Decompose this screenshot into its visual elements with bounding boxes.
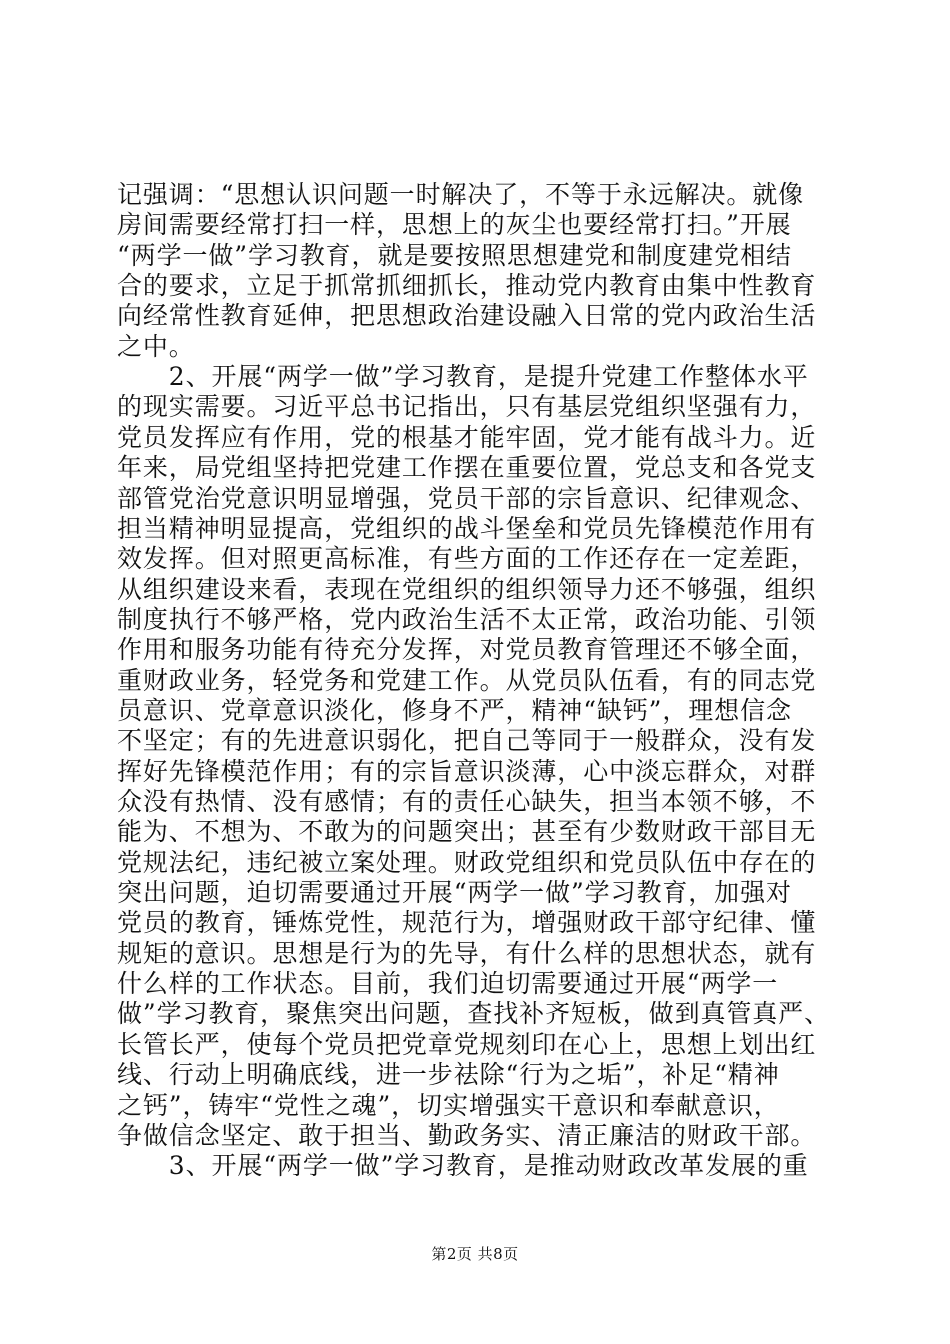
text-line: 合的要求，立足于抓常抓细抓长，推动党内教育由集中性教育 <box>117 271 817 301</box>
text-line: 员意识、党章意识淡化，修身不严，精神“缺钙”，理想信念 <box>117 695 792 725</box>
text-line: 的现实需要。习近平总书记指出，只有基层党组织坚强有力， <box>117 392 817 422</box>
text-line: 什么样的工作状态。目前，我们迫切需要通过开展“两学一 <box>117 969 779 999</box>
text-line: 作用和服务功能有待充分发挥，对党员教育管理还不够全面， <box>117 635 817 665</box>
text-line: 向经常性教育延伸，把思想政治建设融入日常的党内政治生活 <box>117 301 817 331</box>
text-line: 党员发挥应有作用，党的根基才能牢固，党才能有战斗力。近 <box>117 422 817 452</box>
text-line: 线、行动上明确底线，进一步祛除“行为之垢”，补足“精神 <box>117 1060 780 1090</box>
text-line: 2、开展“两学一做”学习教育，是提升党建工作整体水平 <box>117 362 809 392</box>
text-line: 规矩的意识。思想是行为的先导，有什么样的思想状态，就有 <box>117 938 817 968</box>
text-line: 担当精神明显提高，党组织的战斗堡垒和党员先锋模范作用有 <box>117 513 817 543</box>
text-line: 重财政业务，轻党务和党建工作。从党员队伍看，有的同志党 <box>117 665 817 695</box>
text-line: 做”学习教育，聚焦突出问题，查找补齐短板，做到真管真严、 <box>117 999 830 1029</box>
text-line: 之钙”，铸牢“党性之魂”，切实增强实干意识和奉献意识， <box>117 1090 780 1120</box>
text-line: 能为、不想为、不敢为的问题突出；甚至有少数财政干部目无 <box>117 817 817 847</box>
text-line: 制度执行不够严格，党内政治生活不太正常，政治功能、引领 <box>117 604 817 634</box>
page-footer: 第2页 共8页 <box>431 1245 519 1263</box>
text-line: 突出问题，迫切需要通过开展“两学一做”学习教育，加强对 <box>117 878 792 908</box>
text-line: 房间需要经常打扫一样，思想上的灰尘也要经常打扫。”开展 <box>117 210 792 240</box>
text-line: 众没有热情、没有感情；有的责任心缺失，担当本领不够，不 <box>117 787 817 816</box>
text-line: 部管党治党意识明显增强，党员干部的宗旨意识、纪律观念、 <box>117 483 817 513</box>
text-line: 从组织建设来看，表现在党组织的组织领导力还不够强，组织 <box>117 574 817 604</box>
text-line: “两学一做”学习教育，就是要按照思想建党和制度建党相结 <box>117 240 792 270</box>
text-line: 争做信念坚定、敢于担当、勤政务实、清正廉洁的财政干部。 <box>117 1120 817 1150</box>
text-line: 记强调：“思想认识问题一时解决了，不等于永远解决。就像 <box>117 180 805 209</box>
text-line: 挥好先锋模范作用；有的宗旨意识淡薄，心中淡忘群众，对群 <box>117 756 817 786</box>
text-line: 党员的教育，锤炼党性，规范行为，增强财政干部守纪律、懂 <box>117 908 817 938</box>
text-line: 不坚定；有的先进意识弱化，把自己等同于一般群众，没有发 <box>117 726 817 756</box>
text-line: 党规法纪，违纪被立案处理。财政党组织和党员队伍中存在的 <box>117 847 817 877</box>
text-line: 之中。 <box>117 331 195 361</box>
text-line: 年来，局党组坚持把党建工作摆在重要位置，党总支和各党支 <box>117 453 817 483</box>
text-line: 效发挥。但对照更高标准，有些方面的工作还存在一定差距， <box>117 544 817 574</box>
text-line: 3、开展“两学一做”学习教育，是推动财政改革发展的重 <box>117 1151 809 1181</box>
text-line: 长管长严，使每个党员把党章党规刻印在心上，思想上划出红 <box>117 1029 817 1059</box>
